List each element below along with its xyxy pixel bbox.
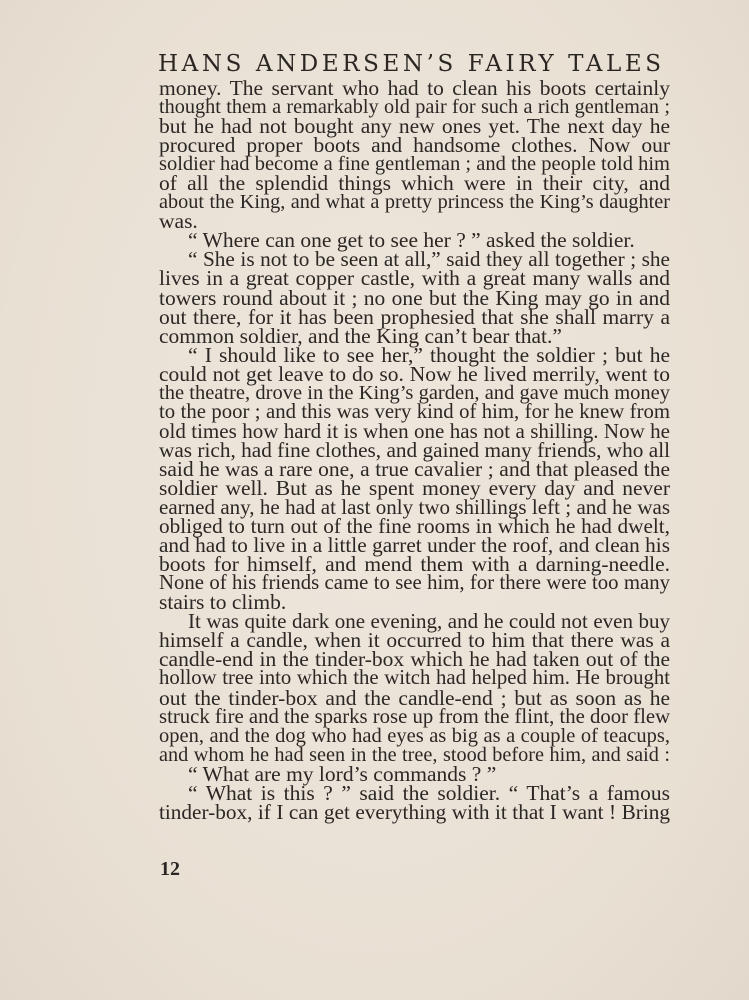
text-line: out there, for it has been prophesied that she shall marry a <box>159 304 670 329</box>
text-line: could not get leave to do so. Now he lived merrily, went to <box>159 361 670 386</box>
text-line: himself a candle, when it occurred to him that there was a <box>159 628 670 653</box>
text-line: struck fire and the sparks rose up from the flint, the door flew <box>159 705 671 728</box>
text-line: but he had not bought any new ones yet. The next day he <box>159 114 670 139</box>
text-line: procured proper boots and handsome clothes. Now our <box>159 133 670 158</box>
text-line: soldier well. But as he spent money every day and never <box>159 475 670 500</box>
page-number: 12 <box>160 858 180 880</box>
text-line: said he was a rare one, a true cavalier ; and that pleased the <box>159 456 670 481</box>
text-line: obliged to turn out of the fine rooms in which he had dwelt, <box>159 514 670 539</box>
text-line: the theatre, drove in the King’s garden, and gave much money <box>159 381 670 404</box>
text-line: “ What are my lord’s commands ? ” <box>188 761 497 786</box>
text-line: boots for himself, and mend them with a darning-needle. <box>159 552 670 577</box>
text-line: thought them a remarkably old pair for such a rich gentleman ; <box>159 96 670 119</box>
text-line: earned any, he had at last only two shillings left ; and he was <box>159 495 670 520</box>
text-line: about the King, and what a pretty princess the King’s daughter <box>159 191 670 214</box>
text-line: and whom he had seen in the tree, stood before him, and said : <box>159 743 670 766</box>
text-line: None of his friends came to see him, for there were too many <box>159 572 670 595</box>
text-line: money. The servant who had to clean his boots certainly <box>159 76 670 100</box>
text-line: was. <box>159 209 198 234</box>
text-line: of all the splendid things which were in their city, and <box>159 171 670 196</box>
text-line: common soldier, and the King can’t bear that.” <box>159 323 562 348</box>
text-line: towers round about it ; no one but the King may go in and <box>159 285 670 310</box>
text-line: lives in a great copper castle, with a great many walls and <box>159 266 670 291</box>
text-line: soldier had become a fine gentleman ; and the people told him <box>159 153 670 176</box>
text-line: candle-end in the tinder-box which he had taken out of the <box>159 647 670 672</box>
body-text <box>159 76 671 824</box>
text-line: and had to live in a little garret under the roof, and clean his <box>159 533 670 558</box>
text-line: “ What is this ? ” said the soldier. “ That’s a famous <box>188 780 670 805</box>
text-line: “ She is not to be seen at all,” said they all together ; she <box>188 247 670 272</box>
text-line: open, and the dog who had eyes as big as a couple of teacups, <box>159 724 670 747</box>
text-line: tinder-box, if I can get everything with it that I want ! Bring <box>159 799 670 824</box>
text-line: to the poor ; and this was very kind of him, for he knew from <box>159 400 670 423</box>
running-header: HANS ANDERSEN’S FAIRY TALES <box>158 51 665 77</box>
text-line: old times how hard it is when one has not a shilling. Now he <box>159 418 670 443</box>
text-line: was rich, had fine clothes, and gained many friends, who all <box>159 437 670 462</box>
text-line: stairs to climb. <box>159 590 287 615</box>
text-line: out the tinder-box and the candle-end ; but as soon as he <box>159 685 670 710</box>
text-line: hollow tree into which the witch had helped him. He brought <box>159 667 670 690</box>
text-line: “ Where can one get to see her ? ” asked the soldier. <box>188 228 635 253</box>
text-line: “ I should like to see her,” thought the soldier ; but he <box>188 342 670 367</box>
text-line: It was quite dark one evening, and he could not even buy <box>188 609 670 634</box>
